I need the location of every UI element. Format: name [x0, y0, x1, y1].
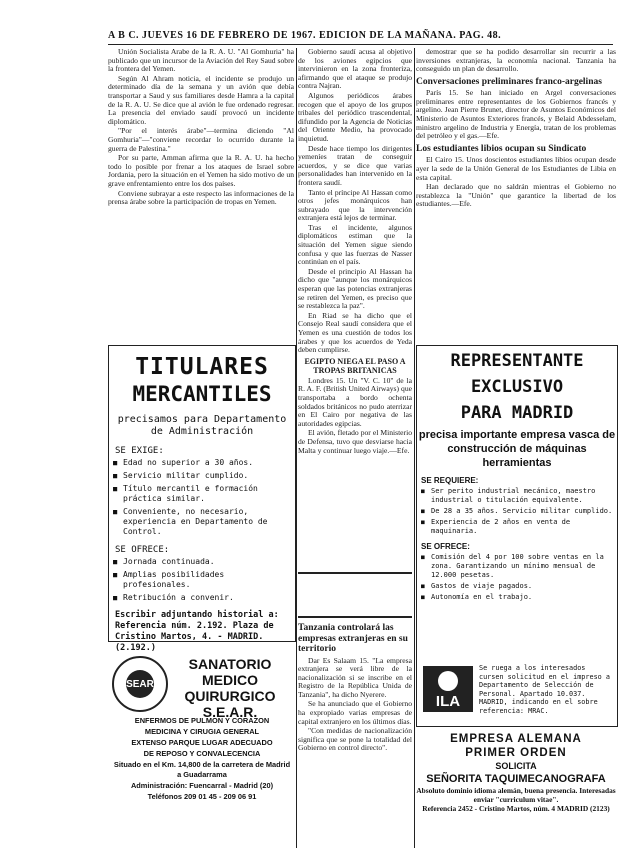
requirements-list: [109, 458, 295, 537]
list-item: ■ Jornada continuada.: [123, 557, 291, 567]
ad-body: Absoluto dominio idioma alemán, buena presencia. Interesadas enviar "curriculum vitae".: [416, 786, 616, 804]
list-item: ■ Ser perito industrial mecánico, maestro industrial o titulación equivalente.: [431, 487, 613, 505]
ad-position: SEÑORITA TAQUIMECANOGRAFA: [426, 773, 606, 785]
article-paragraph: Se ha anunciado que el Gobierno ha expropiado varias empresas de capital extranjero en los últimos días.: [298, 699, 412, 726]
ad-title: EMPRESA ALEMANA: [450, 733, 582, 745]
article-paragraph: Dar Es Salaam 15. "La empresa extranjera se verá libre de la nacionalización si se inscribe en el Registro de la República Unida de Tanzania", ha dicho Nyerere.: [298, 655, 412, 699]
ad-title: REPRESENTANTE: [450, 351, 584, 371]
article-paragraph: demostrar que se ha podido desarrollar sin recurrir a las inversiones extranjeras, la economía nacional. Tanzania ha conseguido un plan de desarrollo.: [416, 47, 616, 74]
section-divider: [298, 572, 412, 574]
logo-text: SEAR: [126, 670, 154, 698]
ad-footer: Referencia 2452 - Cristino Martos, núm. 4 MADRID (2123): [422, 804, 610, 813]
column-divider: [296, 48, 297, 848]
page-header: A B C. JUEVES 16 DE FEBRERO DE 1967. EDICION DE LA MAÑANA. PAG. 48.: [108, 30, 613, 45]
article-paragraph: En Riad se ha dicho que el Consejo Real saudí considera que el Yemen es una cuestión de todos los árabes y que los acuerdos de Yeda deben cumplirse.: [298, 310, 412, 355]
ad-line: Administración: Fuencarral - Madrid (20): [130, 781, 274, 790]
article-paragraph: Tanto el príncipe Al Hassan como otros jefes monárquicos han subrayado que la intervención extranjera está lejos de terminar.: [298, 187, 412, 223]
estudiantes-headline: Los estudiantes libios ocupan su Sindicato: [416, 143, 587, 154]
ad-line: MEDICINA Y CIRUGIA GENERAL: [144, 727, 260, 736]
article-paragraph: Desde hace tiempo los dirigentes yemeníes tratan de conseguir acuerdos, y se dice que varias personalidades han intervenido en la frontera saudí.: [298, 143, 412, 187]
ad-body: [112, 716, 292, 803]
requirements-list: [417, 487, 617, 536]
article-paragraph: Desde el principio Al Hassan ha dicho que "aunque los monárquicos esperan que las potencias extranjeras se retiren del Yemen, es preciso que se restablezca la paz".: [298, 266, 412, 311]
ad-title: PARA MADRID: [460, 403, 574, 423]
ad-title: PRIMER ORDEN: [465, 747, 567, 759]
ad-line: EXTENSO PARQUE LUGAR ADECUADO: [131, 738, 273, 747]
list-item: ■ Servicio militar cumplido.: [123, 471, 291, 481]
list-item: ■ Conveniente, no necesario, experiencia en Departamento de Control.: [123, 507, 291, 537]
list-item: ■ Edad no superior a 30 años.: [123, 458, 291, 468]
logo-text: ILA: [435, 693, 461, 710]
ad-line: DE REPOSO Y CONVALECENCIA: [143, 749, 261, 758]
ad-subtitle: precisa importante empresa vasca de construcción de máquinas herramientas: [418, 429, 616, 469]
ad-line: Teléfonos 209 01 45 - 209 06 91: [147, 792, 257, 801]
ad-line: ENFERMOS DE PULMON Y CORAZON: [134, 716, 270, 725]
list-item: ■ Comisión del 4 por 100 sobre ventas en la zona. Garantizando un mínimo mensual de 12.000 pesetas.: [431, 553, 613, 580]
ad-title: TITULARES: [135, 354, 269, 380]
list-item: ■ Título mercantil e formación práctica similar.: [123, 484, 291, 504]
list-item: ■ De 28 a 35 años. Servicio militar cumplido.: [431, 507, 613, 516]
list-item: ■ Experiencia de 2 años en venta de maquinaria.: [431, 518, 613, 536]
article-paragraph: París 15. Se han iniciado en Argel conversaciones preliminares entre representantes de los Gobiernos francés y argelino. Jean Pierre Brunet, director de Asuntos Económicos del Ministerio de Asuntos Exteriores francés, y Belaid Abdesselam, ministro argelino de Industria y Energía, tratan de los problemas del petróleo y el gas.—Efe.: [416, 88, 616, 141]
article-paragraph: Han declarado que no saldrán mientras el Gobierno no restablezca la "Unión" que garantice la libertad de los estudiantes.—Efe.: [416, 182, 616, 209]
ila-logo: [423, 666, 473, 712]
article-column-1: [108, 48, 294, 338]
list-item: ■ Retribución a convenir.: [123, 593, 291, 603]
ad-line: Situado en el Km. 14,800 de la carretera de Madrid a Guadarrama: [113, 760, 291, 779]
offer-list: [417, 553, 617, 602]
offer-label: SE OFRECE:: [421, 542, 470, 551]
article-column-2-bottom: [298, 620, 412, 850]
article-paragraph: Unión Socialista Arabe de la R. A. U. "Al Gomhuria" ha publicado que un incursor de la Aviación del Rey Saud sobre la frontera del Yemen.: [108, 47, 294, 74]
article-paragraph: Por su parte, Amman afirma que la R. A. U. ha hecho todo lo posible por frenar a los ataques de Israel sobre Jordania, pero la situación en el Yemen ha sido motivo de un grave enfrentamiento entre los dos países.: [108, 153, 294, 188]
ad-empresa-alemana: [416, 732, 616, 850]
requirements-label: SE REQUIERE:: [421, 476, 479, 485]
article-paragraph: El Cairo 15. Unos doscientos estudiantes libios ocupan desde ayer la sede de la Unión General de los Estudiantes de Libia en esta capital.: [416, 155, 616, 182]
ad-subtitle: precisamos para Departamento de Administración: [117, 414, 287, 437]
article-paragraph: Según Al Ahram noticia, el incidente se produjo un determinado día de la semana y un avión que debía transportar a Saud y sus familiares desde Hamra a la capital de la R. A. U. Se dice que al avión le fue ordenado regresar. La presencia del enviado saudí provocó un incidente diplomático.: [108, 73, 294, 126]
article-paragraph: El avión, fletado por el Ministerio de Defensa, tuvo que desviarse hacia Malta y continuar luego viaje.—Efe.: [298, 428, 412, 455]
article-paragraph: Londres 15. Un "V. C. 10" de la R. A. F. (British United Airways) que transportaba a bordo ochenta soldados británicos no pudo aterrizar en El Cairo por negativa de las autoridades egipcias.: [298, 375, 412, 428]
article-paragraph: "Con medidas de nacionalización significa que se pone la totalidad del Gobierno en control directo".: [298, 726, 412, 753]
sanatorio-logo: [112, 656, 168, 712]
article-paragraph: Gobierno saudí acusa al objetivo de los aviones egipcios que intervinieron en la zona fronteriza, afirmando que el ataque se produjo contra Najran.: [298, 47, 412, 91]
ad-title: EXCLUSIVO: [470, 377, 564, 397]
article-column-2: [298, 48, 412, 568]
tanzania-headline: Tanzania controlará las empresas extranjeras en su territorio: [298, 623, 408, 654]
ad-footer: Escribir adjuntando historial a: Referencia núm. 2.192. Plaza de Cristino Martos, 4. - MADRID. (2.192.): [115, 610, 279, 653]
article-paragraph: Conviene subrayar a este respecto las informaciones de la prensa árabe sobre la participación de tropas en Yemen.: [108, 188, 294, 207]
ad-titulares-mercantiles: [108, 345, 296, 653]
list-item: ■ Autonomía en el trabajo.: [431, 593, 613, 602]
offer-label: SE OFRECE:: [115, 545, 170, 555]
list-item: ■ Gastos de viaje pagados.: [431, 582, 613, 591]
article-paragraph: Algunos periódicos árabes recogen que el apoyo de los grupos tribales del periódico trascendental, difundido por la Agencia de Noticias del Oriente Medio, ha provocado inquietud.: [298, 90, 412, 143]
ad-contact-text: Se ruega a los interesados cursen solicitud en el impreso a Departamento de Selección de Personal. Apartado 10.037. MADRID, indicando en el sobre referencia: MRAC.: [479, 664, 610, 715]
section-divider: [298, 616, 412, 618]
ad-title: SANATORIO MEDICO QUIRURGICO S.E.A.R.: [184, 656, 276, 720]
requirements-label: SE EXIGE:: [115, 446, 164, 456]
conversaciones-headline: Conversaciones preliminares franco-argelinas: [416, 76, 602, 87]
article-column-3: [416, 48, 616, 340]
list-item: ■ Amplias posibilidades profesionales.: [123, 570, 291, 590]
ad-subtitle: SOLICITA: [495, 761, 537, 771]
ad-sanatorio: [108, 648, 294, 848]
ad-representante: [416, 345, 618, 727]
column-divider: [414, 48, 415, 848]
ad-title: MERCANTILES: [132, 382, 272, 406]
egypt-headline: EGIPTO NIEGA EL PASO A TROPAS BRITANICAS: [304, 356, 406, 375]
article-paragraph: Tras el incidente, algunos diplomáticos estiman que la situación del Yemen sigue siendo confusa y que las fuerzas de Nasser continúan en el país.: [298, 222, 412, 267]
article-paragraph: "Por el interés árabe"—termina diciendo "Al Gomhuria"—"conviene recordar lo ocurrido durante la guerra de Palestina.": [108, 126, 294, 153]
offer-list: [109, 557, 295, 603]
